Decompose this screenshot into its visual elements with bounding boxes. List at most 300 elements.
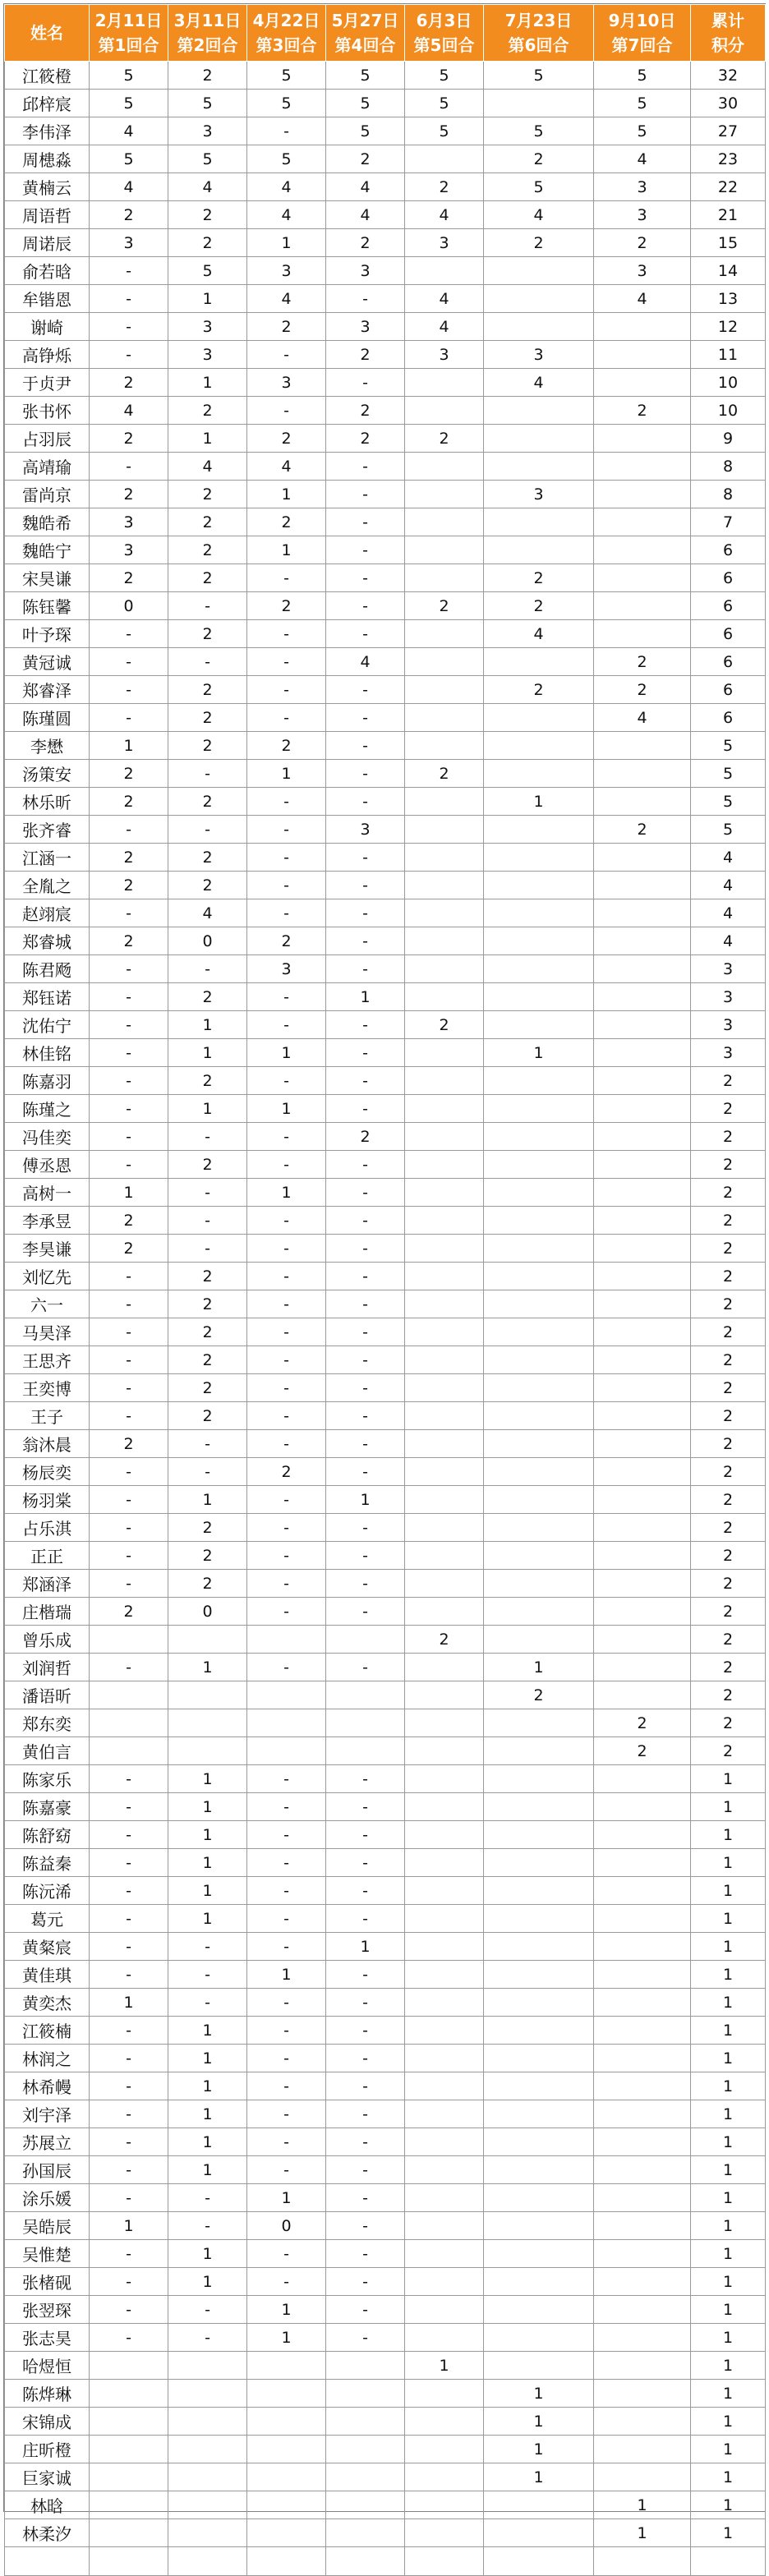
round-score: 2 bbox=[405, 1011, 484, 1039]
round-score: - bbox=[90, 1458, 168, 1486]
total-score: 30 bbox=[691, 90, 766, 117]
round-score: 2 bbox=[90, 1598, 168, 1626]
table-row bbox=[5, 1039, 766, 1067]
round-score bbox=[484, 285, 594, 313]
round-score bbox=[484, 2240, 594, 2268]
round-score: 5 bbox=[168, 145, 247, 173]
table-row bbox=[5, 816, 766, 844]
round-date: 3月11日 bbox=[173, 11, 242, 30]
table-row bbox=[5, 201, 766, 229]
round-score: 2 bbox=[405, 1626, 484, 1654]
round-score bbox=[594, 732, 691, 760]
table-row bbox=[5, 732, 766, 760]
total-score: 15 bbox=[691, 229, 766, 257]
round-score: 2 bbox=[247, 1458, 326, 1486]
round-score: - bbox=[168, 816, 247, 844]
round-score bbox=[594, 2156, 691, 2184]
total-score: 2 bbox=[691, 1179, 766, 1207]
round-score bbox=[594, 1905, 691, 1933]
round-score bbox=[484, 1709, 594, 1737]
round-score: 3 bbox=[405, 341, 484, 369]
round-score bbox=[484, 899, 594, 927]
round-score bbox=[405, 1681, 484, 1709]
round-score: - bbox=[247, 1011, 326, 1039]
round-score: - bbox=[326, 2296, 405, 2324]
total-score: 2 bbox=[691, 1654, 766, 1681]
round-score: 2 bbox=[247, 508, 326, 536]
table-row bbox=[5, 955, 766, 983]
round-header bbox=[405, 5, 484, 62]
table-row bbox=[5, 1123, 766, 1151]
total-score: 1 bbox=[691, 2072, 766, 2100]
round-score: 1 bbox=[405, 2352, 484, 2380]
player-name: 张志昊 bbox=[5, 2324, 90, 2352]
round-score: - bbox=[247, 2100, 326, 2128]
player-name: 苏展立 bbox=[5, 2128, 90, 2156]
round-score: - bbox=[326, 1570, 405, 1598]
round-score bbox=[405, 1039, 484, 1067]
round-date: 2月11日 bbox=[94, 11, 163, 30]
round-score: - bbox=[247, 899, 326, 927]
player-name: 杨羽棠 bbox=[5, 1486, 90, 1514]
round-score: - bbox=[326, 1765, 405, 1793]
round-score: - bbox=[247, 1821, 326, 1849]
round-score: 2 bbox=[326, 229, 405, 257]
table-row bbox=[5, 2240, 766, 2268]
round-score bbox=[484, 955, 594, 983]
round-score bbox=[405, 1374, 484, 1402]
round-score: - bbox=[247, 2240, 326, 2268]
table-row bbox=[5, 369, 766, 397]
table-row bbox=[5, 1570, 766, 1598]
round-score bbox=[594, 2324, 691, 2352]
round-score bbox=[405, 872, 484, 899]
table-row bbox=[5, 788, 766, 816]
round-score: - bbox=[247, 1905, 326, 1933]
round-score bbox=[594, 2296, 691, 2324]
score-table bbox=[4, 4, 766, 2576]
total-score: 1 bbox=[691, 2296, 766, 2324]
player-name: 马昊泽 bbox=[5, 1318, 90, 1346]
player-name: 赵翊宸 bbox=[5, 899, 90, 927]
round-score: - bbox=[326, 788, 405, 816]
round-score bbox=[484, 1458, 594, 1486]
round-score: - bbox=[90, 1346, 168, 1374]
round-score: - bbox=[247, 676, 326, 704]
round-score: - bbox=[326, 676, 405, 704]
round-score bbox=[594, 1793, 691, 1821]
round-score bbox=[484, 1737, 594, 1765]
round-score: 5 bbox=[326, 117, 405, 145]
table-row bbox=[5, 1318, 766, 1346]
total-score: 2 bbox=[691, 1570, 766, 1598]
round-score bbox=[90, 1681, 168, 1709]
player-name: 宋昊谦 bbox=[5, 564, 90, 592]
table-row bbox=[5, 983, 766, 1011]
round-score bbox=[594, 1570, 691, 1598]
round-score bbox=[405, 1877, 484, 1905]
total-score: 12 bbox=[691, 313, 766, 341]
round-score bbox=[484, 1486, 594, 1514]
table-row bbox=[5, 704, 766, 732]
round-score bbox=[405, 2380, 484, 2408]
round-score bbox=[405, 732, 484, 760]
round-header bbox=[168, 5, 247, 62]
table-row bbox=[5, 1430, 766, 1458]
player-name: 陈嘉羽 bbox=[5, 1067, 90, 1095]
total-score: 4 bbox=[691, 899, 766, 927]
round-score bbox=[405, 1402, 484, 1430]
player-name: 全胤之 bbox=[5, 872, 90, 899]
round-score bbox=[484, 1374, 594, 1402]
round-score: 3 bbox=[484, 481, 594, 508]
round-score: - bbox=[90, 704, 168, 732]
round-score: - bbox=[90, 1151, 168, 1179]
round-score bbox=[594, 2184, 691, 2212]
player-name: 刘忆先 bbox=[5, 1263, 90, 1290]
round-score: 2 bbox=[90, 201, 168, 229]
round-score bbox=[90, 2380, 168, 2408]
total-score: 4 bbox=[691, 872, 766, 899]
round-score: 2 bbox=[90, 1235, 168, 1263]
total-score: 1 bbox=[691, 2184, 766, 2212]
round-score bbox=[484, 1235, 594, 1263]
total-score: 2 bbox=[691, 1374, 766, 1402]
round-score bbox=[247, 2408, 326, 2436]
round-score bbox=[484, 1290, 594, 1318]
round-score bbox=[594, 927, 691, 955]
round-score: 5 bbox=[247, 145, 326, 173]
round-score: 2 bbox=[168, 1346, 247, 1374]
round-score bbox=[594, 788, 691, 816]
round-score: 2 bbox=[168, 1570, 247, 1598]
round-score: 5 bbox=[90, 145, 168, 173]
round-score: 2 bbox=[484, 564, 594, 592]
round-score bbox=[484, 1067, 594, 1095]
round-score bbox=[484, 2296, 594, 2324]
round-score bbox=[405, 1542, 484, 1570]
round-score: 4 bbox=[484, 369, 594, 397]
table-row bbox=[5, 620, 766, 648]
round-score: 2 bbox=[90, 1430, 168, 1458]
round-date: 9月10日 bbox=[608, 11, 676, 30]
round-score bbox=[594, 1346, 691, 1374]
round-score: - bbox=[326, 1542, 405, 1570]
round-score bbox=[594, 1598, 691, 1626]
round-score bbox=[594, 983, 691, 1011]
round-score bbox=[405, 1067, 484, 1095]
round-score: - bbox=[247, 2268, 326, 2296]
round-score: 1 bbox=[168, 2268, 247, 2296]
round-score bbox=[405, 1598, 484, 1626]
total-score: 2 bbox=[691, 1737, 766, 1765]
round-score: 1 bbox=[168, 2240, 247, 2268]
round-score: 2 bbox=[247, 425, 326, 453]
round-score: - bbox=[326, 704, 405, 732]
total-score: 1 bbox=[691, 2324, 766, 2352]
round-score bbox=[247, 2491, 326, 2519]
round-score bbox=[90, 2352, 168, 2380]
round-score: 2 bbox=[168, 1151, 247, 1179]
round-score bbox=[594, 2380, 691, 2408]
round-score bbox=[484, 2072, 594, 2100]
round-score: - bbox=[326, 453, 405, 481]
player-name: 江筱楠 bbox=[5, 2017, 90, 2045]
round-score: - bbox=[247, 1542, 326, 1570]
table-row bbox=[5, 1374, 766, 1402]
round-score: - bbox=[326, 2072, 405, 2100]
round-score: 1 bbox=[168, 285, 247, 313]
total-score: 7 bbox=[691, 508, 766, 536]
player-name: 郑睿城 bbox=[5, 927, 90, 955]
round-score: 4 bbox=[247, 453, 326, 481]
round-score: - bbox=[90, 1570, 168, 1598]
round-score: 5 bbox=[594, 62, 691, 90]
round-score: - bbox=[90, 1961, 168, 1989]
round-score: 2 bbox=[168, 732, 247, 760]
total-score: 1 bbox=[691, 2491, 766, 2519]
round-score: 4 bbox=[247, 173, 326, 201]
table-row bbox=[5, 2519, 766, 2547]
round-score: - bbox=[326, 955, 405, 983]
round-score bbox=[405, 1961, 484, 1989]
round-score: 2 bbox=[168, 481, 247, 508]
round-score bbox=[594, 1821, 691, 1849]
player-name: 魏皓宁 bbox=[5, 536, 90, 564]
round-score: - bbox=[326, 592, 405, 620]
round-score: 3 bbox=[326, 816, 405, 844]
total-score: 1 bbox=[691, 1961, 766, 1989]
round-header bbox=[594, 5, 691, 62]
table-row bbox=[5, 2156, 766, 2184]
round-score bbox=[594, 1123, 691, 1151]
table-row bbox=[5, 2380, 766, 2408]
round-score: - bbox=[90, 2128, 168, 2156]
round-score: - bbox=[326, 564, 405, 592]
round-score: 2 bbox=[594, 816, 691, 844]
round-score: 2 bbox=[168, 1542, 247, 1570]
round-score bbox=[484, 1095, 594, 1123]
round-score bbox=[326, 2436, 405, 2463]
round-score: - bbox=[247, 564, 326, 592]
round-score bbox=[405, 1123, 484, 1151]
total-score: 6 bbox=[691, 704, 766, 732]
round-score bbox=[594, 564, 691, 592]
player-name: 翁沐晨 bbox=[5, 1430, 90, 1458]
table-row bbox=[5, 2463, 766, 2491]
table-row bbox=[5, 2045, 766, 2072]
player-name: 占羽辰 bbox=[5, 425, 90, 453]
round-score: - bbox=[168, 2184, 247, 2212]
total-score: 1 bbox=[691, 1877, 766, 1905]
round-score bbox=[405, 536, 484, 564]
round-score: 5 bbox=[405, 62, 484, 90]
round-score bbox=[484, 2156, 594, 2184]
round-score: 2 bbox=[168, 1290, 247, 1318]
round-score: 2 bbox=[405, 173, 484, 201]
round-score: - bbox=[168, 955, 247, 983]
round-score bbox=[484, 1346, 594, 1374]
player-name: 刘润哲 bbox=[5, 1654, 90, 1681]
round-date: 5月27日 bbox=[331, 11, 399, 30]
round-score bbox=[484, 397, 594, 425]
round-score bbox=[484, 2212, 594, 2240]
table-row bbox=[5, 1207, 766, 1235]
player-name: 李昊谦 bbox=[5, 1235, 90, 1263]
table-row bbox=[5, 676, 766, 704]
player-name: 葛元 bbox=[5, 1905, 90, 1933]
empty-cell bbox=[691, 2547, 766, 2576]
round-score: - bbox=[90, 1654, 168, 1681]
table-row bbox=[5, 2268, 766, 2296]
round-label: 第1回合 bbox=[98, 35, 159, 55]
player-name: 张书怀 bbox=[5, 397, 90, 425]
player-name: 李懋 bbox=[5, 732, 90, 760]
round-score bbox=[484, 1318, 594, 1346]
round-score bbox=[484, 2184, 594, 2212]
round-score: 2 bbox=[594, 1737, 691, 1765]
round-score: 1 bbox=[168, 1654, 247, 1681]
round-score bbox=[484, 508, 594, 536]
round-score: 3 bbox=[326, 313, 405, 341]
table-row bbox=[5, 1486, 766, 1514]
total-score: 1 bbox=[691, 1793, 766, 1821]
round-score bbox=[405, 2045, 484, 2072]
round-score: - bbox=[326, 1430, 405, 1458]
table-row bbox=[5, 1849, 766, 1877]
round-score bbox=[405, 2408, 484, 2436]
round-score bbox=[594, 2072, 691, 2100]
table-row bbox=[5, 453, 766, 481]
round-score bbox=[405, 1095, 484, 1123]
table-row bbox=[5, 1933, 766, 1961]
round-score: 2 bbox=[168, 564, 247, 592]
total-score: 2 bbox=[691, 1402, 766, 1430]
player-name: 郑涵泽 bbox=[5, 1570, 90, 1598]
player-name: 邱梓宸 bbox=[5, 90, 90, 117]
round-score: - bbox=[90, 1514, 168, 1542]
total-score: 2 bbox=[691, 1290, 766, 1318]
round-score: - bbox=[90, 2324, 168, 2352]
round-score bbox=[484, 313, 594, 341]
round-score: 2 bbox=[90, 564, 168, 592]
round-score: 2 bbox=[405, 760, 484, 788]
total-score: 2 bbox=[691, 1598, 766, 1626]
round-score bbox=[168, 2436, 247, 2463]
round-score bbox=[594, 1458, 691, 1486]
round-score bbox=[405, 2324, 484, 2352]
empty-cell bbox=[326, 2547, 405, 2576]
total-score: 6 bbox=[691, 648, 766, 676]
round-score bbox=[484, 1542, 594, 1570]
round-score: 1 bbox=[247, 481, 326, 508]
round-score: - bbox=[247, 1263, 326, 1290]
round-header bbox=[247, 5, 326, 62]
table-row bbox=[5, 1626, 766, 1654]
round-score bbox=[594, 620, 691, 648]
round-score bbox=[484, 1933, 594, 1961]
round-score bbox=[484, 1793, 594, 1821]
round-score bbox=[594, 1542, 691, 1570]
round-score: - bbox=[326, 1318, 405, 1346]
round-score: - bbox=[247, 2128, 326, 2156]
round-score: 3 bbox=[594, 173, 691, 201]
round-score bbox=[484, 872, 594, 899]
round-score: - bbox=[247, 983, 326, 1011]
player-name: 庄楷瑞 bbox=[5, 1598, 90, 1626]
round-score: - bbox=[247, 1290, 326, 1318]
round-score: - bbox=[247, 704, 326, 732]
table-row bbox=[5, 2408, 766, 2436]
round-score bbox=[484, 1402, 594, 1430]
total-score: 1 bbox=[691, 1849, 766, 1877]
player-name: 雷尚京 bbox=[5, 481, 90, 508]
round-score: - bbox=[326, 481, 405, 508]
total-score: 2 bbox=[691, 1263, 766, 1290]
round-score: - bbox=[90, 2017, 168, 2045]
round-score bbox=[594, 481, 691, 508]
table-row bbox=[5, 760, 766, 788]
total-score: 2 bbox=[691, 1486, 766, 1514]
round-score bbox=[405, 2100, 484, 2128]
round-score: 3 bbox=[90, 536, 168, 564]
round-score: - bbox=[326, 508, 405, 536]
round-score: 2 bbox=[90, 788, 168, 816]
round-score: 2 bbox=[326, 341, 405, 369]
total-score: 10 bbox=[691, 369, 766, 397]
round-score: 5 bbox=[594, 117, 691, 145]
table-row bbox=[5, 1905, 766, 1933]
round-score: 0 bbox=[247, 2212, 326, 2240]
round-score: 2 bbox=[168, 62, 247, 90]
round-score: 5 bbox=[326, 90, 405, 117]
round-score: - bbox=[326, 1151, 405, 1179]
round-score: 4 bbox=[168, 899, 247, 927]
round-score bbox=[405, 1654, 484, 1681]
total-score: 2 bbox=[691, 1458, 766, 1486]
player-name: 涂乐媛 bbox=[5, 2184, 90, 2212]
player-name: 魏皓希 bbox=[5, 508, 90, 536]
round-score: - bbox=[247, 1402, 326, 1430]
round-score: 4 bbox=[484, 620, 594, 648]
round-score: - bbox=[247, 1989, 326, 2017]
total-score: 1 bbox=[691, 1821, 766, 1849]
total-score: 4 bbox=[691, 927, 766, 955]
round-score: 2 bbox=[484, 1681, 594, 1709]
round-score bbox=[405, 1486, 484, 1514]
total-score: 13 bbox=[691, 285, 766, 313]
round-score bbox=[326, 1681, 405, 1709]
round-score bbox=[326, 2491, 405, 2519]
table-row bbox=[5, 1235, 766, 1263]
table-row bbox=[5, 2072, 766, 2100]
round-score: 5 bbox=[247, 90, 326, 117]
round-score bbox=[168, 2519, 247, 2547]
round-score bbox=[405, 1458, 484, 1486]
round-score: - bbox=[326, 2045, 405, 2072]
round-score bbox=[484, 536, 594, 564]
table-row bbox=[5, 1542, 766, 1570]
round-score: - bbox=[326, 2268, 405, 2296]
round-score bbox=[484, 1011, 594, 1039]
round-score bbox=[326, 2408, 405, 2436]
round-score bbox=[168, 2408, 247, 2436]
round-score bbox=[594, 2100, 691, 2128]
round-score: 1 bbox=[90, 732, 168, 760]
round-score bbox=[594, 592, 691, 620]
player-name: 林润之 bbox=[5, 2045, 90, 2072]
round-score bbox=[405, 1346, 484, 1374]
